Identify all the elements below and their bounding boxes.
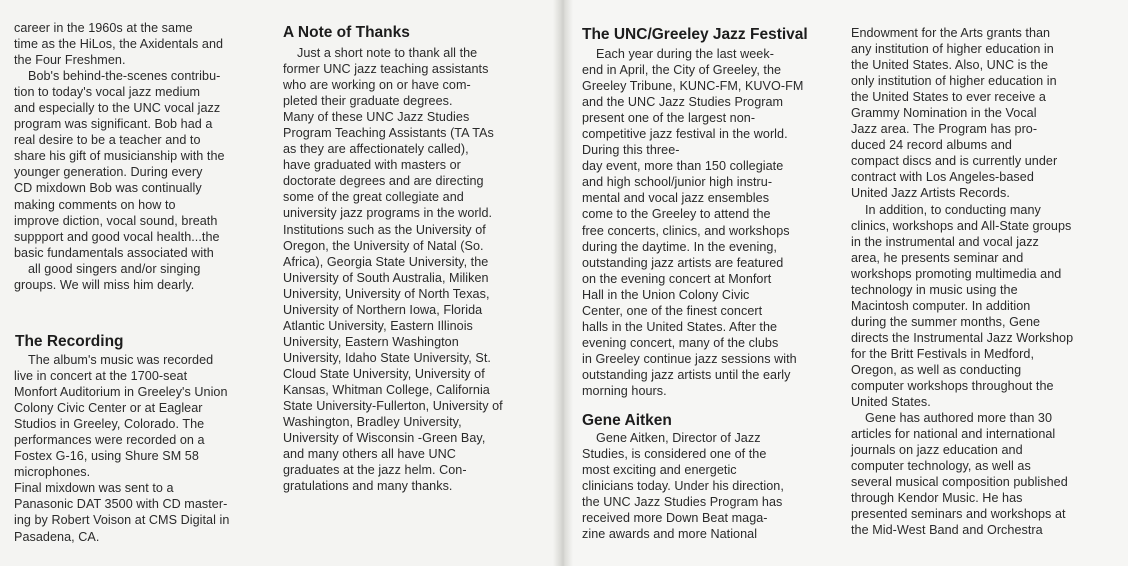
text-line: Monfort Auditorium in Greeley's Union [14, 385, 228, 400]
text-line: Cloud State University, University of [283, 366, 485, 381]
left-column-1 [14, 20, 264, 544]
text-line: Panasonic DAT 3500 with CD master- [14, 497, 228, 512]
text-line: basic fundamentals associated with [14, 245, 214, 260]
text-line: halls in the United States. After the [582, 319, 778, 334]
text-line: program was significant. Bob had a [14, 117, 213, 132]
text-line: Oregon, the University of Natal (So. [283, 238, 484, 253]
text-line: making comments on how to [14, 197, 176, 212]
bob-tribute-text [14, 20, 264, 293]
text-line: and many others all have UNC [283, 447, 456, 462]
text-line: share his gift of musicianship with the [14, 149, 225, 164]
note-of-thanks-text [283, 45, 538, 494]
recording-text [14, 352, 264, 545]
text-line: present one of the largest non- [582, 111, 756, 126]
text-line: clinicians today. Under his direction, [582, 479, 784, 494]
text-line: contract with Los Angeles-based [851, 170, 1034, 185]
text-line: zine awards and more National [582, 527, 758, 542]
text-line: Each year during the last week- [596, 47, 774, 61]
text-line: Final mixdown was sent to a [14, 481, 174, 496]
text-line: and high school/junior high instru- [582, 175, 773, 190]
text-line: free concerts, clinics, and workshops [582, 223, 790, 238]
text-line: day event, more than 150 collegiate [582, 159, 784, 174]
right-column-1 [582, 26, 837, 542]
text-line: journals on jazz education and [851, 443, 1023, 458]
jazz-festival-text [582, 46, 837, 399]
gene-aitken-text [582, 430, 837, 542]
text-line: outstanding jazz artists until the early [582, 367, 791, 382]
text-line: Studies, is considered one of the [582, 447, 767, 462]
text-line: during the summer months, Gene [851, 314, 1041, 329]
text-line: duced 24 record albums and [851, 138, 1012, 153]
text-line: for the Britt Festivals in Medford, [851, 346, 1035, 361]
text-line: presented seminars and workshops at [851, 507, 1066, 522]
text-line: only institution of higher education in [851, 74, 1057, 89]
text-line: University, Eastern Washington [283, 334, 459, 349]
text-line: Oregon, as well as conducting [851, 362, 1022, 377]
text-line: clinics, workshops and All-State groups [851, 218, 1072, 233]
text-line: the Four Freshmen. [14, 53, 126, 68]
text-line: United States. [851, 395, 931, 410]
text-line: Just a short note to thank all the [297, 46, 478, 60]
text-line: Program Teaching Assistants (TA TAs [283, 126, 494, 141]
text-line: live in concert at the 1700-seat [14, 369, 188, 384]
text-line: University, University of North Texas, [283, 286, 490, 301]
left-column-2 [283, 24, 538, 494]
text-line: Washington, Bradley University, [283, 415, 462, 430]
text-line: Gene Aitken, Director of Jazz [596, 431, 761, 445]
text-line: evening concert, many of the clubs [582, 335, 779, 350]
text-line: have graduated with masters or [283, 158, 461, 173]
text-line: directs the Instrumental Jazz Workshop [851, 330, 1074, 345]
text-line: microphones. [14, 465, 91, 480]
text-line: Pasadena, CA. [14, 529, 100, 544]
text-line: Center, one of the finest concert [582, 303, 763, 318]
text-line: Institutions such as the University of [283, 222, 486, 237]
text-line: Jazz area. The Program has pro- [851, 122, 1038, 137]
text-line: younger generation. During every [14, 165, 203, 180]
text-line: in Greeley continue jazz sessions with [582, 351, 797, 366]
text-line: and especially to the UNC vocal jazz [14, 101, 221, 116]
gene-aitken-heading: Gene Aitken [582, 412, 672, 429]
text-line: articles for national and international [851, 427, 1056, 442]
text-line: Macintosh computer. In addition [851, 298, 1031, 313]
text-line: mental and vocal jazz ensembles [582, 191, 770, 206]
text-line: Colony Civic Center or at Eaglear [14, 401, 203, 416]
text-line: Kansas, Whitman College, California [283, 382, 490, 397]
text-line: Greeley Tribune, KUNC-FM, KUVO-FM [582, 79, 804, 94]
text-line: most exciting and energetic [582, 463, 737, 478]
text-line: the United States to ever receive a [851, 90, 1046, 105]
text-line: outstanding jazz artists are featured [582, 255, 784, 270]
text-line: all good singers and/or singing [28, 261, 201, 276]
text-line: Atlantic University, Eastern Illinois [283, 318, 473, 333]
text-line: improve diction, vocal sound, breath [14, 213, 218, 228]
text-line: area, he presents seminar and [851, 250, 1024, 265]
text-line: The album's music was recorded [28, 353, 214, 367]
text-line: University of South Australia, Miliken [283, 270, 489, 285]
text-line: computer technology, as well as [851, 459, 1031, 474]
text-line: University, Idaho State University, St. [283, 350, 491, 365]
text-line: pleted their graduate degrees. [283, 94, 453, 109]
text-line: tion to today's vocal jazz medium [14, 85, 201, 100]
text-line: as they are affectionately called), [283, 142, 469, 157]
text-line: in the instrumental and vocal jazz [851, 234, 1039, 249]
text-line: Bob's behind-the-scenes contribu- [28, 69, 221, 84]
text-line: during the daytime. In the evening, [582, 239, 777, 254]
text-line: come to the Greeley to attend the [582, 207, 771, 222]
text-line: computer workshops throughout the [851, 379, 1054, 394]
text-line: several musical composition published [851, 475, 1068, 490]
text-line: any institution of higher education in [851, 42, 1054, 57]
text-line: CD mixdown Bob was continually [14, 181, 202, 196]
text-line: some of the great collegiate and [283, 190, 464, 205]
right-column-2 [851, 25, 1116, 539]
text-line: received more Down Beat maga- [582, 511, 768, 526]
text-line: the United States. Also, UNC is the [851, 58, 1049, 73]
text-line: Fostex G-16, using Shure SM 58 [14, 449, 199, 464]
text-line: real desire to be a teacher and to [14, 133, 201, 148]
text-line: United Jazz Artists Records. [851, 186, 1010, 201]
text-line: graduates at the jazz helm. Con- [283, 463, 467, 478]
text-line: State University-Fullerton, University of [283, 399, 503, 414]
text-line: through Kendor Music. He has [851, 491, 1023, 506]
text-line: former UNC jazz teaching assistants [283, 62, 489, 77]
text-line: Studios in Greeley, Colorado. The [14, 417, 205, 432]
text-line: the Mid-West Band and Orchestra [851, 523, 1043, 538]
text-line: compact discs and is currently under [851, 154, 1058, 169]
text-line: and the UNC Jazz Studies Program [582, 95, 784, 110]
text-line: Gene has authored more than 30 [865, 411, 1053, 426]
note-of-thanks-heading: A Note of Thanks [283, 24, 410, 41]
text-line: Grammy Nomination in the Vocal [851, 106, 1037, 121]
text-line: Many of these UNC Jazz Studies [283, 110, 470, 125]
text-line: ing by Robert Voison at CMS Digital in [14, 513, 230, 528]
text-line: performances were recorded on a [14, 433, 205, 448]
text-line: university jazz programs in the world. [283, 206, 493, 221]
text-line: During this three- [582, 143, 680, 158]
book-gutter [553, 0, 573, 566]
text-line: suppport and good vocal health...the [14, 229, 220, 244]
text-line: who are working on or have com- [283, 78, 471, 93]
text-line: In addition, to conducting many [865, 202, 1041, 217]
text-line: groups. We will miss him dearly. [14, 277, 195, 292]
text-line: University of Wisconsin -Green Bay, [283, 431, 486, 446]
text-line: on the evening concert at Monfort [582, 271, 772, 286]
text-line: competitive jazz festival in the world. [582, 127, 788, 142]
text-line: end in April, the City of Greeley, the [582, 63, 782, 78]
text-line: morning hours. [582, 383, 667, 398]
text-line: doctorate degrees and are directing [283, 174, 484, 189]
text-line: Hall in the Union Colony Civic [582, 287, 750, 302]
jazz-festival-heading: The UNC/Greeley Jazz Festival [582, 26, 808, 43]
text-line: Africa), Georgia State University, the [283, 254, 489, 269]
text-line: the UNC Jazz Studies Program has [582, 495, 783, 510]
text-line: career in the 1960s at the same [14, 21, 193, 35]
text-line: workshops promoting multimedia and [851, 266, 1062, 281]
gene-aitken-text-continued [851, 25, 1116, 539]
text-line: time as the HiLos, the Axidentals and [14, 37, 224, 52]
text-line: gratulations and many thanks. [283, 479, 453, 494]
text-line: Endowment for the Arts grants than [851, 26, 1051, 40]
text-line: University of Northern Iowa, Florida [283, 302, 483, 317]
recording-heading: The Recording [15, 333, 124, 350]
text-line: technology in music using the [851, 282, 1018, 297]
